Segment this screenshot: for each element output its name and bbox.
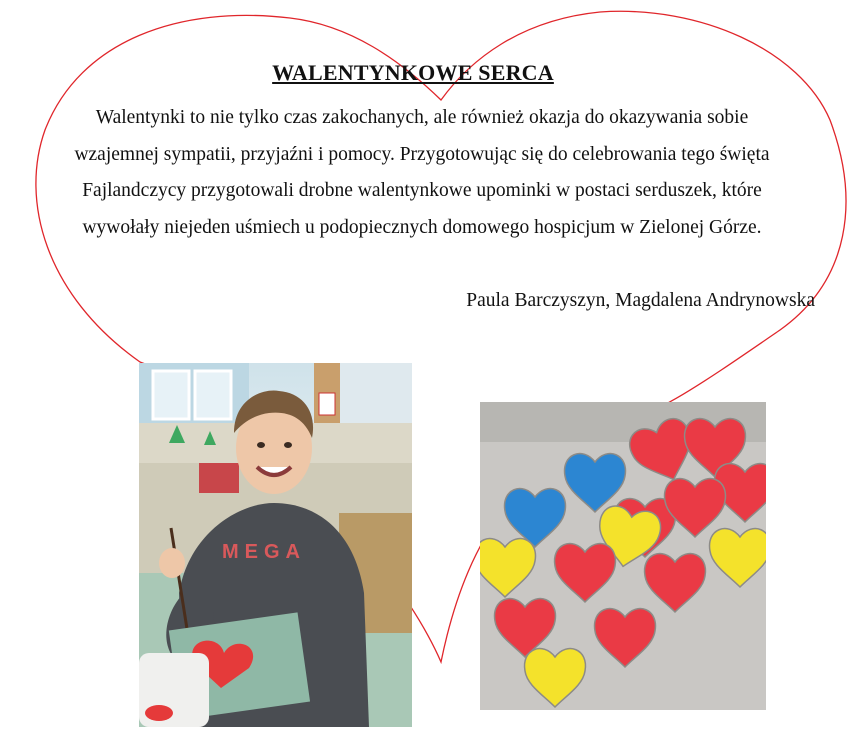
article-title: WALENTYNKOWE SERCA: [272, 60, 554, 85]
paragraph-line: Walentynki to nie tylko czas zakochanych, ale również okazja do okazywania sobie: [95, 107, 749, 128]
boy-painting-illustration: [139, 363, 412, 727]
article-authors: Paula Barczyszyn, Magdalena Andrynowska: [466, 290, 815, 311]
photo-boy-painting: [139, 363, 412, 727]
paragraph-line: wywołały niejeden uśmiech u podopiecznych domowego hospicjum w Zielonej Górze.: [82, 217, 762, 239]
heart-figurines-illustration: [480, 402, 766, 710]
paragraph-line: Fajlandczycy przygotowali drobne walentynkowe upominki w postaci serduszek, które: [82, 180, 762, 202]
photo-heart-figurines: [480, 402, 766, 710]
shirt-text: MEGA: [222, 541, 306, 563]
paragraph-line: wzajemnej sympatii, przyjaźni i pomocy. Przygotowując się do celebrowania tego święta: [74, 143, 770, 165]
article-paragraph: [22, 100, 822, 247]
